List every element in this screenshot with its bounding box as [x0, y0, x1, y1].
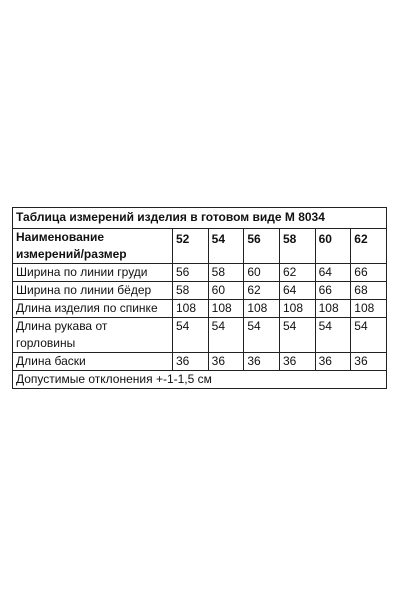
table-cell: 36: [351, 353, 387, 371]
size-measurement-table: [12, 207, 387, 389]
table-cell: 66: [315, 282, 351, 300]
size-header-56: 56: [244, 229, 280, 264]
table-cell: 54: [315, 318, 351, 353]
table-row: [13, 300, 387, 318]
table-row: [13, 318, 387, 353]
table-cell: 64: [279, 282, 315, 300]
table-cell: 62: [244, 282, 280, 300]
tolerance-note: Допустимые отклонения +-1-1,5 см: [13, 371, 387, 389]
table-row: [13, 353, 387, 371]
table-cell: 108: [244, 300, 280, 318]
table-cell: 66: [351, 264, 387, 282]
header-name-label-line1: Наименование: [16, 230, 105, 244]
table-cell: 36: [315, 353, 351, 371]
table-title-row: [13, 208, 387, 229]
row-name-hip-width: Ширина по линии бёдер: [13, 282, 173, 300]
table-cell: 108: [173, 300, 209, 318]
table-cell: 108: [279, 300, 315, 318]
table-cell: 36: [279, 353, 315, 371]
size-header-60: 60: [315, 229, 351, 264]
table-cell: 108: [315, 300, 351, 318]
table-title: Таблица измерений изделия в готовом виде М 8034: [13, 208, 387, 229]
row-name-sleeve-length: Длина рукава от горловины: [13, 318, 173, 353]
header-name-label-line2: измерений/размер: [16, 247, 127, 261]
size-header-62: 62: [351, 229, 387, 264]
table-cell: 56: [173, 264, 209, 282]
row-name-back-length: Длина изделия по спинке: [13, 300, 173, 318]
size-header-54: 54: [208, 229, 244, 264]
table-cell: 108: [351, 300, 387, 318]
table-note-row: [13, 371, 387, 389]
row-name-peplum-length: Длина баски: [13, 353, 173, 371]
table-header-row: [13, 229, 387, 264]
table-cell: 108: [208, 300, 244, 318]
table-cell: 36: [208, 353, 244, 371]
size-header-52: 52: [173, 229, 209, 264]
table-cell: 58: [208, 264, 244, 282]
header-name-cell: [13, 229, 173, 264]
row-name-chest-width: Ширина по линии груди: [13, 264, 173, 282]
table-cell: 54: [244, 318, 280, 353]
table-cell: 36: [173, 353, 209, 371]
table-cell: 60: [208, 282, 244, 300]
table-cell: 60: [244, 264, 280, 282]
table-cell: 64: [315, 264, 351, 282]
table-cell: 54: [351, 318, 387, 353]
table-cell: 54: [173, 318, 209, 353]
table-row: [13, 282, 387, 300]
table-row: [13, 264, 387, 282]
table-cell: 54: [279, 318, 315, 353]
table-cell: 58: [173, 282, 209, 300]
table-cell: 68: [351, 282, 387, 300]
table-cell: 54: [208, 318, 244, 353]
size-header-58: 58: [279, 229, 315, 264]
table-cell: 36: [244, 353, 280, 371]
table-cell: 62: [279, 264, 315, 282]
